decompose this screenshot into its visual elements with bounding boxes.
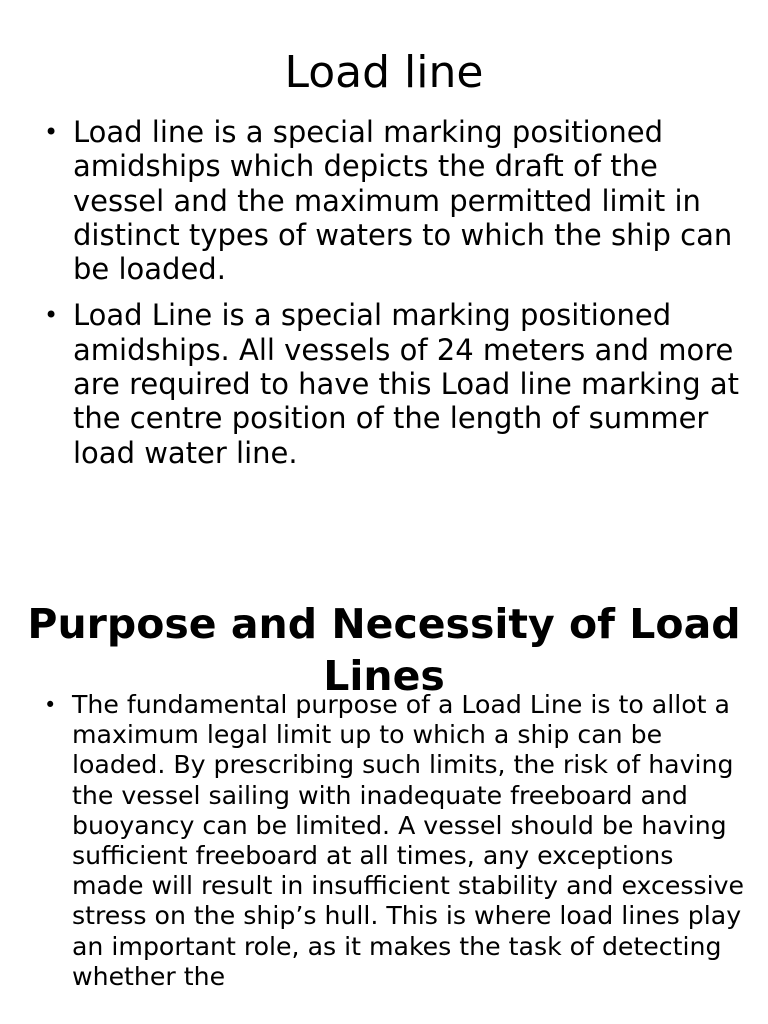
bullet-item xyxy=(44,690,744,992)
slide-title: Purpose and Necessity of Load Lines xyxy=(27,600,741,700)
bullet-text: Load line is a special marking positioned amidships which depicts the draft of the vessel and the maximum permitted limit in distinct types of waters to which the ship can be loaded. xyxy=(73,115,733,287)
bullet-item xyxy=(44,298,744,469)
slide-title: Load line xyxy=(284,47,484,98)
bullet-text: The fundamental purpose of a Load Line is to allot a maximum legal limit up to which a ship can be loaded. By prescribing such limits, the risk of having the vessel sailing with inadequate freeboard and buoyancy can be limited. A vessel should be having sufficient freeboard at all times, any exceptions made will result in insufficient stability and excessive stress on the ship’s hull. This is where load lines play an important role, as it makes the task of detecting whether the xyxy=(72,690,744,991)
bullet-icon: • xyxy=(44,693,57,717)
bullet-icon: • xyxy=(44,301,59,330)
bullet-text: Load Line is a special marking positioned amidships. All vessels of 24 meters and more are required to have this Load line marking at the centre position of the length of summer load water line. xyxy=(73,298,739,470)
slide-purpose xyxy=(0,590,768,1024)
bullet-icon: • xyxy=(44,118,59,146)
bullet-list xyxy=(44,690,744,992)
bullet-list xyxy=(44,115,744,482)
bullet-item xyxy=(44,115,744,286)
